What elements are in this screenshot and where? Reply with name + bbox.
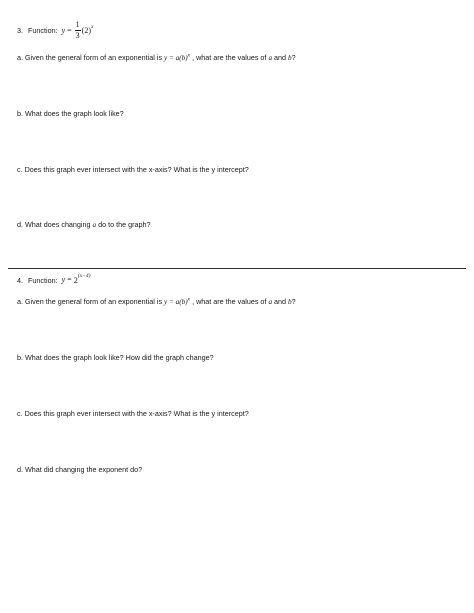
and-word: and [274, 53, 287, 62]
question-a-end: ? [291, 53, 296, 62]
problem-4-number: 4. [17, 275, 23, 285]
problem-4-question-d: d. What did changing the exponent do? [17, 465, 143, 474]
problem-3-header: 3. Function: y = $\frac{1}{3}$ (2) $^x$ [17, 20, 94, 40]
problem-4-header: 4. Function: y = 2 $^{(x-4)}$ [17, 273, 91, 285]
problem-3-question-a [17, 54, 296, 62]
problem-4-formula-lhs: y [61, 275, 66, 285]
section-divider [8, 268, 466, 269]
var-a: a [268, 298, 273, 306]
question-a-middle: , what are the values of [192, 297, 267, 306]
problem-4-question-a [17, 298, 296, 306]
problem-3-formula-lhs: y [61, 25, 66, 35]
problem-3-question-c: c. Does this graph ever intersect with the x-axis? What is the y intercept? [17, 165, 249, 174]
var-b: b [288, 298, 292, 306]
general-form-exponent: x [187, 52, 191, 59]
problem-3-fraction [75, 21, 81, 40]
problem-3-number: 3. [17, 25, 23, 35]
fraction-numerator: 1 [75, 20, 80, 29]
problem-3-formula-base: (2) [81, 25, 91, 35]
fraction-denominator: 3 [75, 31, 80, 40]
problem-4-question-c: c. Does this graph ever intersect with the x-axis? What is the y intercept? [17, 409, 249, 418]
problem-3-question-b: b. What does the graph look like? [17, 109, 124, 118]
and-word: and [274, 297, 287, 306]
problem-3-question-d [17, 221, 150, 229]
question-a-middle: , what are the values of [192, 53, 267, 62]
problem-4-formula-base: 2 [73, 275, 78, 285]
problem-4-formula-equals: = [67, 275, 72, 285]
question-a-prefix: a. Given the general form of an exponential is [17, 53, 163, 62]
problem-3-function-label: Function: [28, 25, 58, 35]
question-d-prefix: d. What does changing [17, 220, 91, 229]
var-b: b [288, 54, 292, 62]
question-d-suffix: do to the graph? [98, 220, 151, 229]
general-form: y = a(b) [164, 54, 188, 62]
problem-3-formula-equals: = [67, 25, 72, 35]
question-a-end: ? [291, 297, 296, 306]
var-a: a [268, 54, 273, 62]
problem-4-function-label: Function: [28, 275, 58, 285]
problem-4-question-b: b. What does the graph look like? How did the graph change? [17, 353, 214, 362]
question-a-prefix: a. Given the general form of an exponential is [17, 297, 163, 306]
var-a: a [92, 221, 97, 229]
general-form-exponent: x [187, 296, 191, 303]
general-form: y = a(b) [164, 298, 188, 306]
